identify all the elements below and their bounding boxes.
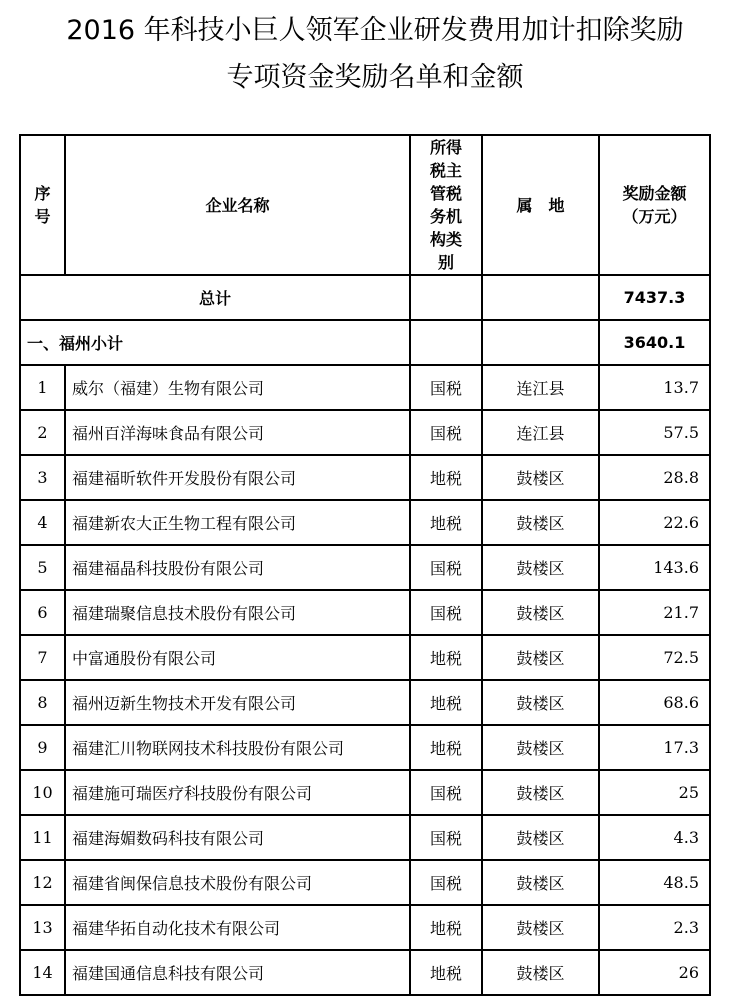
row-location: 鼓楼区 — [482, 635, 599, 680]
row-tax-authority: 地税 — [410, 950, 482, 995]
row-location: 鼓楼区 — [482, 590, 599, 635]
row-tax-authority: 国税 — [410, 410, 482, 455]
row-number: 14 — [20, 950, 65, 995]
row-company-name: 福建瑞聚信息技术股份有限公司 — [65, 590, 410, 635]
row-tax-authority: 地税 — [410, 725, 482, 770]
row-location: 鼓楼区 — [482, 950, 599, 995]
row-tax-authority: 地税 — [410, 680, 482, 725]
subtotal-tax-cell — [410, 320, 482, 365]
row-amount: 57.5 — [599, 410, 710, 455]
table-row — [20, 500, 710, 545]
row-number: 11 — [20, 815, 65, 860]
row-number: 13 — [20, 905, 65, 950]
header-location: 属 地 — [482, 135, 599, 275]
row-amount: 4.3 — [599, 815, 710, 860]
row-number: 5 — [20, 545, 65, 590]
row-amount: 13.7 — [599, 365, 710, 410]
row-location: 鼓楼区 — [482, 680, 599, 725]
row-company-name: 福建新农大正生物工程有限公司 — [65, 500, 410, 545]
table-header-row — [20, 135, 710, 275]
row-number: 10 — [20, 770, 65, 815]
document-title-line-1: 2016 年科技小巨人领军企业研发费用加计扣除奖励 — [66, 15, 684, 46]
row-tax-authority: 地税 — [410, 455, 482, 500]
row-location: 鼓楼区 — [482, 815, 599, 860]
table-row — [20, 410, 710, 455]
total-label: 总计 — [20, 275, 410, 320]
row-company-name: 中富通股份有限公司 — [65, 635, 410, 680]
document-title-line-2: 专项资金奖励名单和金额 — [226, 62, 524, 93]
header-company-name: 企业名称 — [65, 135, 410, 275]
row-tax-authority: 地税 — [410, 635, 482, 680]
row-location: 鼓楼区 — [482, 455, 599, 500]
row-company-name: 福建汇川物联网技术科技股份有限公司 — [65, 725, 410, 770]
row-company-name: 福建海媚数码科技有限公司 — [65, 815, 410, 860]
row-number: 12 — [20, 860, 65, 905]
row-tax-authority: 国税 — [410, 365, 482, 410]
row-amount: 28.8 — [599, 455, 710, 500]
row-company-name: 福建福晶科技股份有限公司 — [65, 545, 410, 590]
table-row — [20, 635, 710, 680]
subtotal-amount: 3640.1 — [599, 320, 710, 365]
row-tax-authority: 国税 — [410, 770, 482, 815]
row-location: 鼓楼区 — [482, 725, 599, 770]
row-amount: 68.6 — [599, 680, 710, 725]
row-company-name: 福建福昕软件开发股份有限公司 — [65, 455, 410, 500]
row-number: 4 — [20, 500, 65, 545]
award-table — [19, 134, 711, 996]
row-number: 8 — [20, 680, 65, 725]
row-tax-authority: 地税 — [410, 500, 482, 545]
row-amount: 26 — [599, 950, 710, 995]
table-row — [20, 860, 710, 905]
row-amount: 2.3 — [599, 905, 710, 950]
row-amount: 22.6 — [599, 500, 710, 545]
header-amount: 奖励金额（万元） — [599, 135, 710, 275]
table-row — [20, 680, 710, 725]
total-location-cell — [482, 275, 599, 320]
row-location: 鼓楼区 — [482, 770, 599, 815]
row-location: 鼓楼区 — [482, 545, 599, 590]
row-number: 2 — [20, 410, 65, 455]
row-company-name: 福建施可瑞医疗科技股份有限公司 — [65, 770, 410, 815]
row-company-name: 福州百洋海味食品有限公司 — [65, 410, 410, 455]
row-location: 连江县 — [482, 365, 599, 410]
row-location: 鼓楼区 — [482, 905, 599, 950]
row-amount: 72.5 — [599, 635, 710, 680]
row-number: 7 — [20, 635, 65, 680]
table-row — [20, 365, 710, 410]
subtotal-row — [20, 320, 710, 365]
row-company-name: 福建省闽保信息技术股份有限公司 — [65, 860, 410, 905]
table-row — [20, 950, 710, 995]
row-number: 1 — [20, 365, 65, 410]
row-number: 9 — [20, 725, 65, 770]
row-tax-authority: 国税 — [410, 545, 482, 590]
total-row — [20, 275, 710, 320]
row-number: 3 — [20, 455, 65, 500]
row-amount: 48.5 — [599, 860, 710, 905]
header-seq: 序号 — [20, 135, 65, 275]
table-row — [20, 590, 710, 635]
row-tax-authority: 国税 — [410, 590, 482, 635]
total-tax-cell — [410, 275, 482, 320]
row-amount: 17.3 — [599, 725, 710, 770]
subtotal-location-cell — [482, 320, 599, 365]
row-tax-authority: 国税 — [410, 815, 482, 860]
table-row — [20, 455, 710, 500]
row-company-name: 威尔（福建）生物有限公司 — [65, 365, 410, 410]
table-row — [20, 815, 710, 860]
row-company-name: 福州迈新生物技术开发有限公司 — [65, 680, 410, 725]
table-row — [20, 725, 710, 770]
row-number: 6 — [20, 590, 65, 635]
row-amount: 143.6 — [599, 545, 710, 590]
header-tax-authority: 所得税主管税务机构类别 — [410, 135, 482, 275]
row-location: 连江县 — [482, 410, 599, 455]
subtotal-label: 一、福州小计 — [20, 320, 410, 365]
table-row — [20, 770, 710, 815]
row-amount: 25 — [599, 770, 710, 815]
row-company-name: 福建华拓自动化技术有限公司 — [65, 905, 410, 950]
table-row — [20, 545, 710, 590]
row-company-name: 福建国通信息科技有限公司 — [65, 950, 410, 995]
row-tax-authority: 国税 — [410, 860, 482, 905]
table-row — [20, 905, 710, 950]
row-tax-authority: 地税 — [410, 905, 482, 950]
total-amount: 7437.3 — [599, 275, 710, 320]
row-location: 鼓楼区 — [482, 500, 599, 545]
row-amount: 21.7 — [599, 590, 710, 635]
row-location: 鼓楼区 — [482, 860, 599, 905]
